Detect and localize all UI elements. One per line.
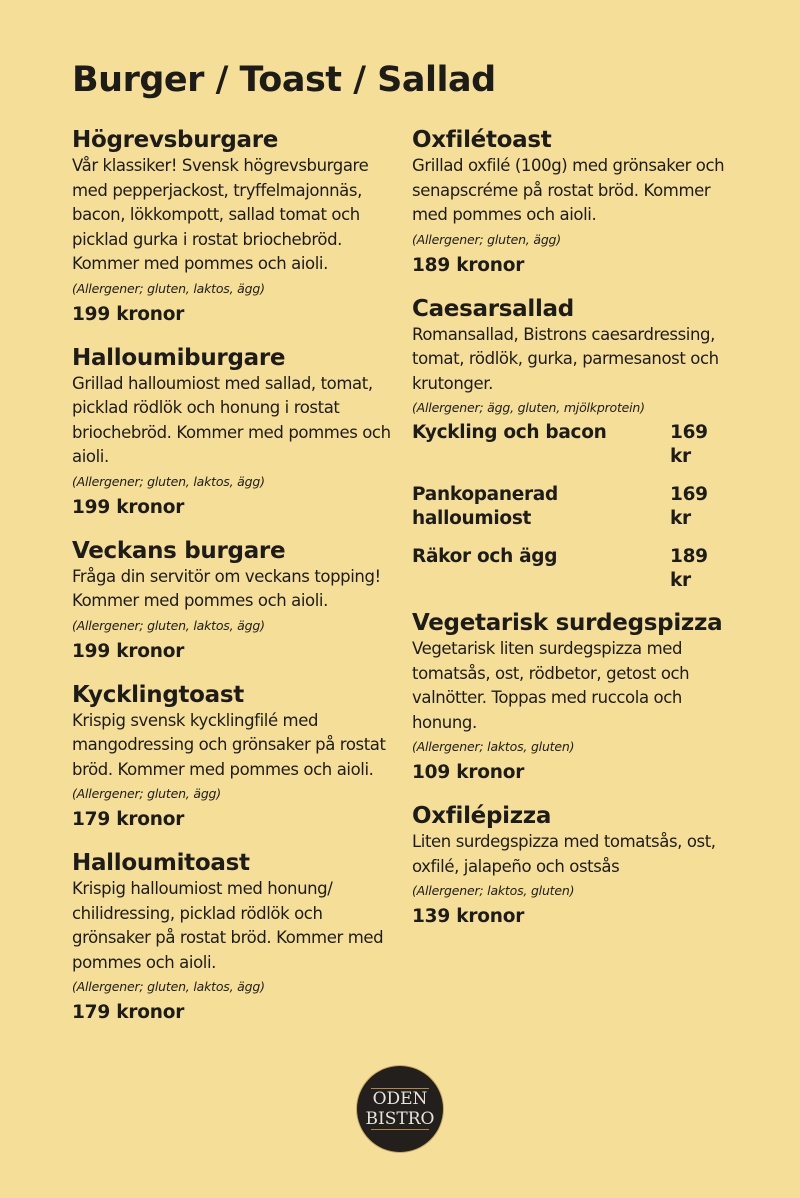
- item-allergens: (Allergener; gluten, laktos, ägg): [72, 473, 265, 489]
- item-allergens: (Allergener; laktos, gluten): [412, 883, 575, 898]
- item-name: Högrevsburgare: [72, 127, 279, 153]
- item-price: 179 kronor: [72, 809, 185, 830]
- logo-text-line2: BISTRO: [365, 1109, 435, 1129]
- caesar-variants-list: [412, 421, 732, 593]
- variant-row: [412, 421, 732, 469]
- item-price: 199 kronor: [72, 640, 185, 662]
- menu-item-kycklingtoast: [72, 681, 392, 834]
- item-allergens: (Allergener; gluten, laktos, ägg): [72, 979, 265, 994]
- variant-name: Pankopanerad halloumiost: [412, 484, 558, 529]
- menu-item-caesarsallad: [412, 295, 732, 594]
- menu-item-vegetarisk-surdegspizza: [412, 609, 732, 786]
- item-description: Krispig halloumiost med honung/ chilidressing, picklad rödlök och grönsaker på rostat bröd. Kommer med pommes och aioli.: [72, 879, 384, 972]
- logo-text-line1: ODEN: [372, 1089, 428, 1109]
- item-description: Grillad oxfilé (100g) med grönsaker och senapscréme på rostat bröd. Kommer med pommes och aioli.: [412, 156, 725, 224]
- item-price: 139 kronor: [412, 906, 525, 927]
- menu-item-veckans-burgare: [72, 537, 392, 665]
- item-name: Oxfilétoast: [412, 127, 552, 153]
- item-allergens: (Allergener; laktos, gluten): [412, 739, 575, 754]
- item-price: 199 kronor: [72, 303, 185, 325]
- item-name: Halloumitoast: [72, 850, 250, 876]
- menu-column-right: [412, 126, 732, 946]
- variant-price: 169 kr: [670, 484, 708, 529]
- menu-item-halloumitoast: [72, 849, 392, 1026]
- item-price: 109 kronor: [412, 762, 525, 783]
- item-description: Vår klassiker! Svensk högrevsburgare med pepperjackost, tryffelmajonnäs, bacon, lökkompott, sallad tomat och picklad gurka i rostat briochebröd. Kommer med pommes och aioli.: [72, 156, 369, 273]
- item-name: Oxfilépizza: [412, 803, 552, 829]
- menu-item-oxfilepizza: [412, 802, 732, 930]
- menu-item-hogrevsburgare: [72, 126, 392, 328]
- item-description: Krispig svensk kycklingfilé med mangodressing och grönsaker på rostat bröd. Kommer med pommes och aioli.: [72, 710, 386, 779]
- item-price: 189 kronor: [412, 254, 525, 276]
- menu-item-halloumiburgare: [72, 344, 392, 521]
- item-name: Veckans burgare: [72, 537, 286, 564]
- item-name: Caesarsallad: [412, 295, 574, 322]
- variant-price: 189 kr: [670, 546, 708, 591]
- item-description: Liten surdegspizza med tomatsås, ost, oxfilé, jalapeño och ostsås: [412, 832, 716, 876]
- item-allergens: (Allergener; ägg, gluten, mjölkprotein): [412, 400, 645, 415]
- menu-column-left: [72, 126, 392, 1042]
- variant-name: Räkor och ägg: [412, 546, 558, 567]
- item-allergens: (Allergener; gluten, laktos, ägg): [72, 280, 265, 296]
- item-allergens: (Allergener; gluten, ägg): [412, 231, 561, 247]
- item-allergens: (Allergener; gluten, laktos, ägg): [72, 617, 265, 633]
- menu-item-oxfiletoast: [412, 126, 732, 279]
- item-description: Fråga din servitör om veckans topping! Kommer med pommes och aioli.: [72, 566, 381, 610]
- item-price: 179 kronor: [72, 1002, 185, 1023]
- logo-divider: [371, 1129, 429, 1130]
- item-description: Romansallad, Bistrons caesardressing, tomat, rödlök, gurka, parmesanost och krutonger.: [412, 324, 719, 393]
- variant-price: 169 kr: [670, 422, 708, 467]
- item-name: Kycklingtoast: [72, 681, 244, 708]
- item-description: Grillad halloumiost med sallad, tomat, picklad rödlök och honung i rostat briochebröd. Kommer med pommes och aioli.: [72, 373, 391, 466]
- item-description: Vegetarisk liten surdegspizza med tomatsås, ost, rödbetor, getost och valnötter. Toppas med ruccola och honung.: [412, 639, 690, 732]
- page-title: Burger / Toast / Sallad: [72, 60, 496, 100]
- item-price: 199 kronor: [72, 496, 185, 518]
- item-name: Vegetarisk surdegspizza: [412, 610, 723, 636]
- item-allergens: (Allergener; gluten, ägg): [72, 786, 221, 801]
- variant-name: Kyckling och bacon: [412, 422, 607, 443]
- oden-bistro-logo-icon: [357, 1066, 443, 1152]
- variant-row: [412, 483, 732, 531]
- variant-row: [412, 545, 732, 593]
- item-name: Halloumiburgare: [72, 344, 286, 371]
